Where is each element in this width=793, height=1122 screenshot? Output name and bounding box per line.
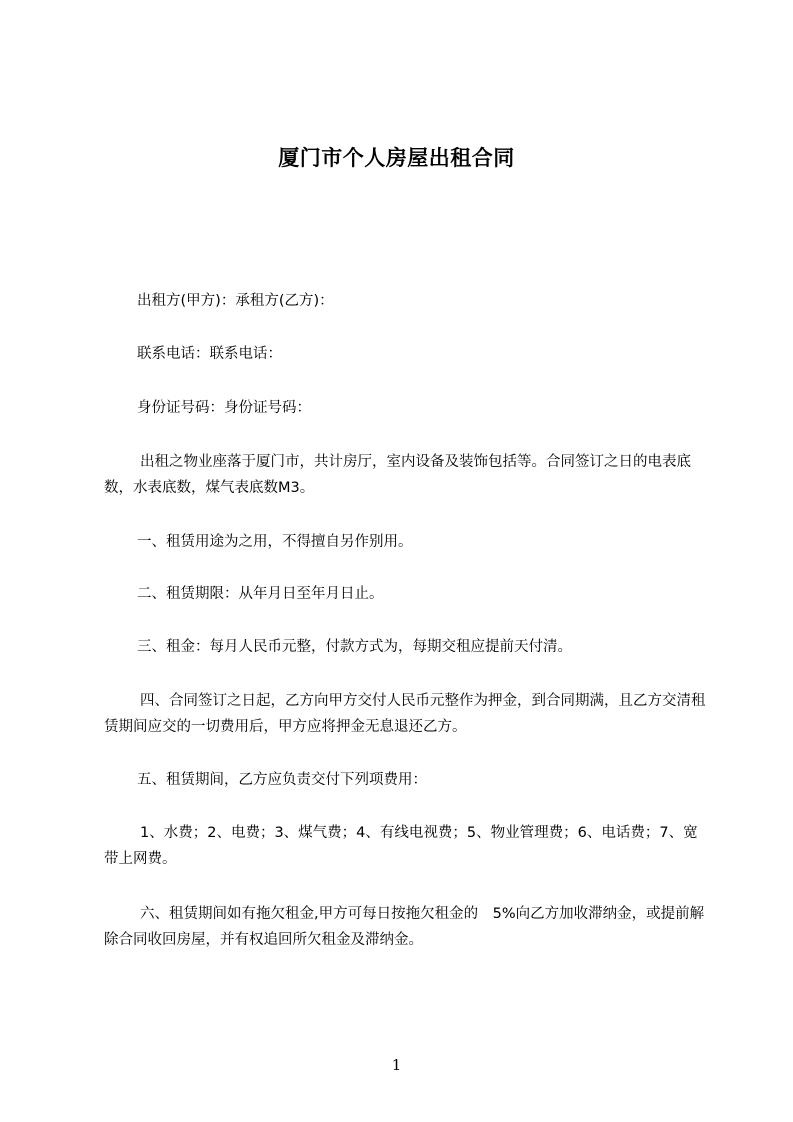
clause-3: 三、租金：每月人民币元整，付款方式为，每期交租应提前天付清。 xyxy=(137,639,572,655)
parties-line: 出租方(甲方)：承租方(乙方)： xyxy=(137,293,334,309)
fee-list: 1、水费；2、电费；3、煤气费；4、有线电视费；5、物业管理费；6、电话费；7、宽带上网费。 xyxy=(104,825,698,867)
clause-4: 四、合同签订之日起，乙方向甲方交付人民币元整作为押金，到合同期满，且乙方交清租赁期间应交的一切费用后，甲方应将押金无息退还乙方。 xyxy=(104,693,706,735)
id-number-line: 身份证号码：身份证号码： xyxy=(137,400,311,416)
document-title: 厦门市个人房屋出租合同 xyxy=(278,146,515,170)
clause-5: 五、租赁期间，乙方应负责交付下列项费用： xyxy=(137,772,427,788)
property-paragraph: 出租之物业座落于厦门市，共计房厅，室内设备及装饰包括等。合同签订之日的电表底数，水表底数，煤气表底数M3。 xyxy=(104,454,691,496)
clause-2: 二、租赁期限：从年月日至年月日止。 xyxy=(137,586,384,602)
page-number: 1 xyxy=(391,1056,402,1074)
clause-6: 六、租赁期间如有拖欠租金,甲方可每日按拖欠租金的 5%向乙方加收滞纳金，或提前解除合同收回房屋，并有权追回所欠租金及滞纳金。 xyxy=(104,906,705,948)
phone-line: 联系电话：联系电话： xyxy=(137,346,282,362)
clause-1: 一、租赁用途为之用，不得擅自另作别用。 xyxy=(137,534,413,550)
